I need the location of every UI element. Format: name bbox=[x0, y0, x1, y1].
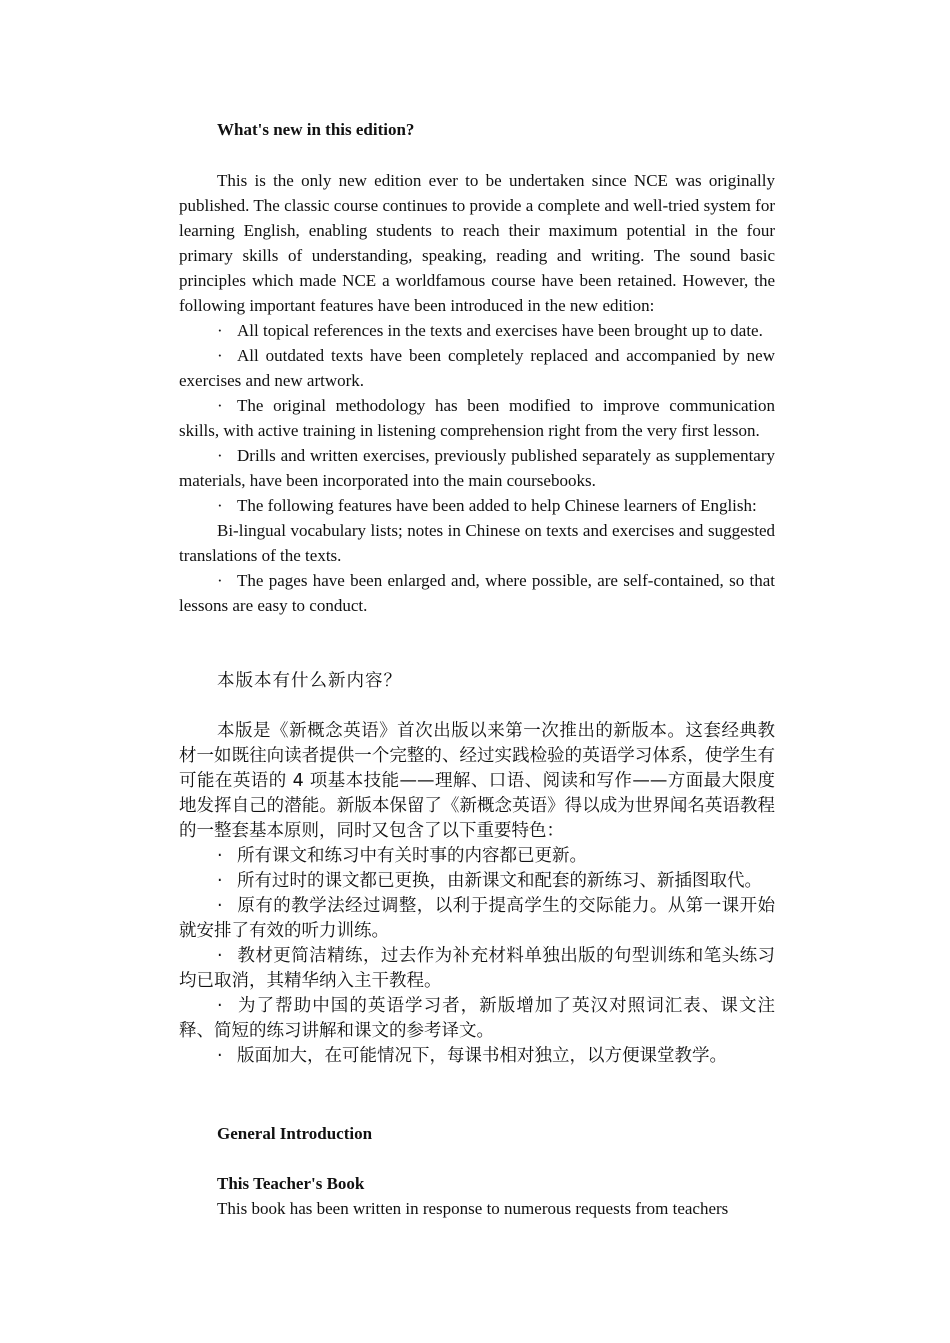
bullet-item: · All outdated texts have been completely replaced and accompanied by new exercises and new artwork. bbox=[179, 346, 775, 390]
teachers-book-subheading: This Teacher's Book bbox=[217, 1174, 365, 1193]
whats-new-intro: This is the only new edition ever to be undertaken since NCE was originally published. The classic course continues to provide a complete and well-tried system for learning English, enabling students to reach their maximum potential in the four primary skills of understanding, speaking, reading and writing. The sound basic principles which made NCE a worldfamous course have been retained. However, the following important features have been introduced in the new edition: bbox=[179, 171, 775, 315]
bilingual-note: Bi-lingual vocabulary lists; notes in Chinese on texts and exercises and suggested translations of the texts. bbox=[179, 521, 775, 565]
general-intro-heading: General Introduction bbox=[217, 1124, 373, 1143]
whats-new-intro-zh: 本版是《新概念英语》首次出版以来第一次推出的新版本。这套经典教材一如既往向读者提供一个完整的、经过实践检验的英语学习体系，使学生有可能在英语的 4 项基本技能——理解、口语、阅读和写作——方面最大限度地发挥自己的潜能。新版本保留了《新概念英语》得以成为世界闻名英语教程的一整套基本原则，同时又包含了以下重要特色： bbox=[179, 721, 775, 841]
bullet-item: · All topical references in the texts and exercises have been brought up to date. bbox=[217, 321, 763, 340]
bullet-item: · The pages have been enlarged and, where possible, are self-contained, so that lessons are easy to conduct. bbox=[179, 571, 775, 615]
bullet-item-zh: · 教材更简洁精练，过去作为补充材料单独出版的句型训练和笔头练习均已取消，其精华纳入主干教程。 bbox=[179, 946, 775, 991]
bullet-item: · Drills and written exercises, previously published separately as supplementary materials, have been incorporated into the main coursebooks. bbox=[179, 446, 775, 490]
bullet-item: · The following features have been added to help Chinese learners of English: bbox=[217, 496, 757, 515]
bullet-item-zh: · 原有的教学法经过调整，以利于提高学生的交际能力。从第一课开始就安排了有效的听力训练。 bbox=[179, 896, 775, 941]
whats-new-heading-zh: 本版本有什么新内容？ bbox=[217, 671, 402, 691]
teachers-book-first-line: This book has been written in response to numerous requests from teachers bbox=[217, 1199, 729, 1218]
whats-new-heading: What's new in this edition? bbox=[217, 120, 415, 139]
bullet-item-zh: · 为了帮助中国的英语学习者，新版增加了英汉对照词汇表、课文注释、简短的练习讲解和课文的参考译文。 bbox=[179, 996, 775, 1041]
bullet-item-zh: · 所有课文和练习中有关时事的内容都已更新。 bbox=[217, 846, 587, 866]
whats-new-body-zh bbox=[179, 719, 775, 1069]
whats-new-body bbox=[179, 168, 775, 618]
bullet-item: · The original methodology has been modified to improve communication skills, with active training in listening comprehension right from the very first lesson. bbox=[179, 396, 775, 440]
bullet-item-zh: · 所有过时的课文都已更换，由新课文和配套的新练习、新插图取代。 bbox=[217, 871, 762, 891]
bullet-item-zh: · 版面加大，在可能情况下，每课书相对独立，以方便课堂教学。 bbox=[217, 1046, 727, 1066]
